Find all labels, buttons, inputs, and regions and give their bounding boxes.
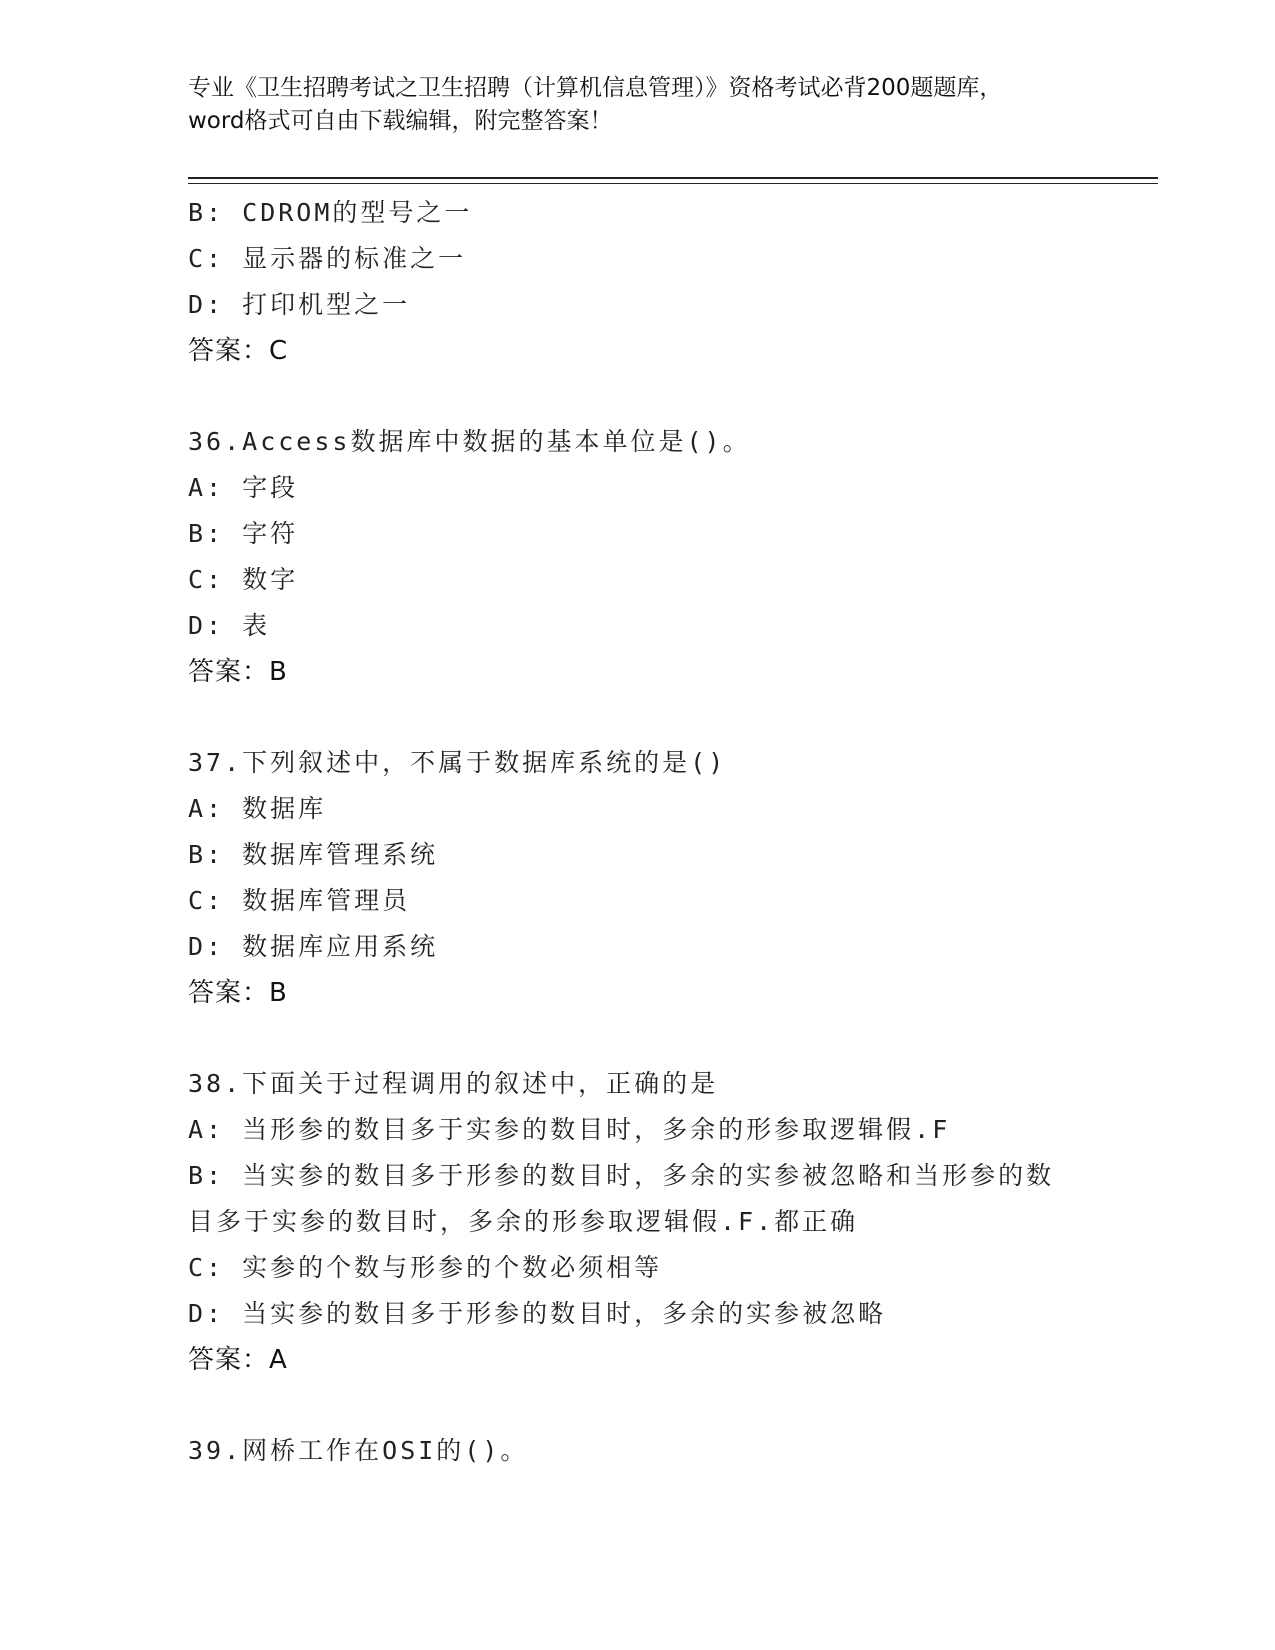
answer-label: 答案：C <box>188 336 289 366</box>
question-text: 38.下面关于过程调用的叙述中，正确的是 <box>188 1069 719 1098</box>
question-text: 37.下列叙述中，不属于数据库系统的是() <box>188 748 727 777</box>
option-a: A: 字段 <box>188 473 299 502</box>
question-39 <box>188 1428 1088 1474</box>
option-c: C: 数据库管理员 <box>188 886 411 915</box>
header-divider-thin <box>188 183 1158 184</box>
option-c: C: 显示器的标准之一 <box>188 244 467 273</box>
option-b: B: CDROM的型号之一 <box>188 198 473 227</box>
option-d: D: 打印机型之一 <box>188 290 411 319</box>
option-a: A: 数据库 <box>188 794 327 823</box>
answer-label: 答案：A <box>188 1345 288 1375</box>
question-38 <box>188 1061 1088 1383</box>
option-d: D: 当实参的数目多于形参的数目时，多余的实参被忽略 <box>188 1299 887 1328</box>
question-text: 39.网桥工作在OSI的()。 <box>188 1436 529 1465</box>
header-title-line-2: word格式可自由下载编辑，附完整答案！ <box>188 108 613 134</box>
question-35 <box>188 190 1088 374</box>
option-b: B: 当实参的数目多于形参的数目时，多余的实参被忽略和当形参的数 <box>188 1161 1055 1190</box>
option-d: D: 数据库应用系统 <box>188 932 439 961</box>
option-c: C: 实参的个数与形参的个数必须相等 <box>188 1253 663 1282</box>
option-b: B: 字符 <box>188 519 299 548</box>
option-b-continued: 目多于实参的数目时，多余的形参取逻辑假.F.都正确 <box>188 1207 859 1236</box>
option-a: A: 当形参的数目多于实参的数目时，多余的形参取逻辑假.F <box>188 1115 951 1144</box>
document-header <box>188 72 1088 138</box>
question-list <box>188 190 1088 1474</box>
option-d: D: 表 <box>188 611 271 640</box>
question-36 <box>188 419 1088 695</box>
answer-label: 答案：B <box>188 657 288 687</box>
question-text: 36.Access数据库中数据的基本单位是()。 <box>188 427 751 456</box>
option-b: B: 数据库管理系统 <box>188 840 439 869</box>
question-37 <box>188 740 1088 1016</box>
header-divider-thick <box>188 177 1158 179</box>
answer-label: 答案：B <box>188 978 288 1008</box>
header-title-line-1: 专业《卫生招聘考试之卫生招聘（计算机信息管理）》资格考试必背200题题库， <box>188 75 1003 101</box>
option-c: C: 数字 <box>188 565 299 594</box>
